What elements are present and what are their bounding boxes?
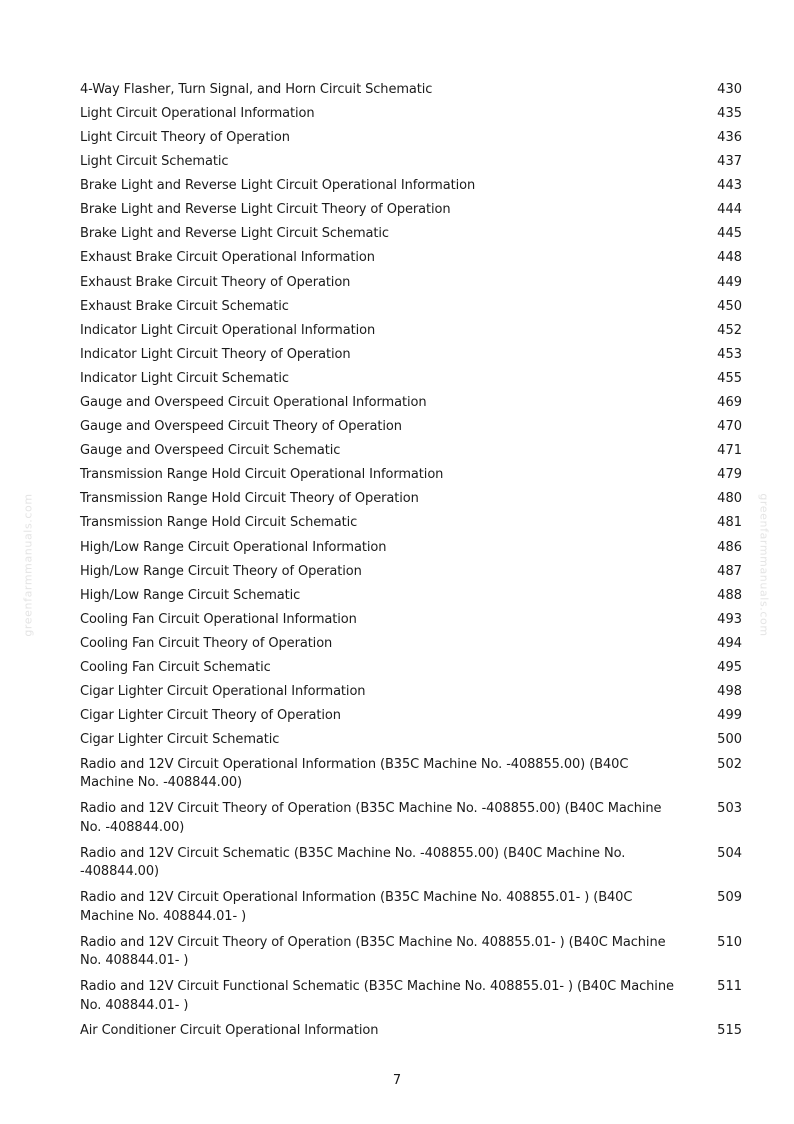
toc-entry-title: Radio and 12V Circuit Theory of Operation (B35C Machine No. -408855.00) (B40C Machine No. -408844.00)	[80, 801, 662, 835]
toc-row[interactable]	[80, 174, 742, 198]
toc-page-number: 487	[717, 563, 742, 579]
toc-entry-title: Indicator Light Circuit Theory of Operation	[80, 346, 351, 362]
toc-row[interactable]	[80, 886, 742, 931]
toc-page-number: 495	[717, 660, 742, 676]
toc-row[interactable]	[80, 319, 742, 343]
toc-page-number: 470	[717, 419, 742, 435]
toc-entry-title: Light Circuit Schematic	[80, 154, 229, 170]
toc-row[interactable]	[80, 126, 742, 150]
toc-entry-title: Radio and 12V Circuit Schematic (B35C Machine No. -408855.00) (B40C Machine No. -408844.00)	[80, 845, 626, 880]
toc-row[interactable]	[80, 842, 742, 887]
toc-page-number: 437	[717, 154, 742, 170]
toc-entry-title: Radio and 12V Circuit Operational Information (B35C Machine No. -408855.00) (B40C Machine No. -408844.00)	[80, 756, 629, 791]
toc-page-number: 449	[717, 274, 742, 290]
toc-entry-title: Cooling Fan Circuit Schematic	[80, 660, 271, 676]
toc-row[interactable]	[80, 753, 742, 798]
toc-entry-title: 4-Way Flasher, Turn Signal, and Horn Circuit Schematic	[80, 81, 433, 97]
toc-page-number: 515	[717, 1023, 742, 1039]
toc-page-number: 502	[717, 756, 742, 772]
toc-entry-title: Transmission Range Hold Circuit Schematic	[80, 515, 358, 531]
toc-entry-title: Indicator Light Circuit Schematic	[80, 370, 289, 386]
toc-row[interactable]	[80, 512, 742, 536]
toc-entry-title: Radio and 12V Circuit Operational Information (B35C Machine No. 408855.01- ) (B40C Machine No. 408844.01- )	[80, 890, 633, 924]
toc-entry-title: High/Low Range Circuit Schematic	[80, 587, 301, 603]
toc-entry-title: Radio and 12V Circuit Theory of Operation (B35C Machine No. 408855.01- ) (B40C Machine No. 408844.01- )	[80, 934, 666, 969]
toc-entry-title: Gauge and Overspeed Circuit Schematic	[80, 443, 341, 459]
toc-entry-title: Light Circuit Theory of Operation	[80, 129, 290, 145]
toc-page-number: 510	[717, 934, 742, 950]
toc-row[interactable]	[80, 150, 742, 174]
toc-row[interactable]	[80, 391, 742, 415]
toc-row[interactable]	[80, 729, 742, 753]
toc-row[interactable]	[80, 704, 742, 728]
toc-page-number: 443	[717, 178, 742, 194]
toc-page-number: 430	[717, 81, 742, 97]
toc-page-number: 479	[717, 467, 742, 483]
toc-row[interactable]	[80, 656, 742, 680]
page-number: 7	[392, 1073, 402, 1088]
toc-page-number: 469	[717, 395, 742, 411]
toc-row[interactable]	[80, 223, 742, 247]
toc-row[interactable]	[80, 536, 742, 560]
toc-page-number: 494	[717, 635, 742, 651]
toc-row[interactable]	[80, 975, 742, 1020]
toc-page-number: 444	[717, 202, 742, 218]
toc-row[interactable]	[80, 198, 742, 222]
toc-entry-title: Indicator Light Circuit Operational Information	[80, 322, 376, 338]
toc-row[interactable]	[80, 102, 742, 126]
toc-page-number: 504	[717, 845, 742, 861]
toc-row[interactable]	[80, 560, 742, 584]
toc-page-number: 436	[717, 129, 742, 145]
toc-row[interactable]	[80, 584, 742, 608]
toc-entry-title: Light Circuit Operational Information	[80, 105, 315, 121]
toc-entry-title: Air Conditioner Circuit Operational Information	[80, 1023, 379, 1039]
toc-page-number: 481	[717, 515, 742, 531]
toc-entry-title: Brake Light and Reverse Light Circuit Theory of Operation	[80, 202, 451, 218]
toc-entry-title: Exhaust Brake Circuit Operational Information	[80, 250, 375, 266]
toc-row[interactable]	[80, 367, 742, 391]
toc-row[interactable]	[80, 78, 742, 102]
toc-row[interactable]	[80, 415, 742, 439]
toc-entry-title: Exhaust Brake Circuit Theory of Operation	[80, 274, 351, 290]
toc-page-number: 498	[717, 684, 742, 700]
toc-entry-title: Cooling Fan Circuit Operational Information	[80, 611, 357, 627]
toc-entry-title: Cigar Lighter Circuit Theory of Operation	[80, 708, 341, 724]
toc-row[interactable]	[80, 1020, 742, 1044]
toc-page-number: 448	[717, 250, 742, 266]
toc-entry-title: Radio and 12V Circuit Functional Schematic (B35C Machine No. 408855.01- ) (B40C Machine No. 408844.01- )	[80, 979, 674, 1013]
toc-page-number: 499	[717, 708, 742, 724]
toc-page-number: 500	[717, 732, 742, 748]
toc-entry-title: Cooling Fan Circuit Theory of Operation	[80, 635, 333, 651]
watermark-left: greenfarmmanuals.com	[21, 493, 35, 637]
toc-entry-title: High/Low Range Circuit Theory of Operation	[80, 563, 362, 579]
toc-row[interactable]	[80, 632, 742, 656]
toc-entry-title: Brake Light and Reverse Light Circuit Operational Information	[80, 178, 476, 194]
table-of-contents	[80, 78, 742, 1044]
toc-entry-title: Gauge and Overspeed Circuit Theory of Operation	[80, 419, 402, 435]
toc-entry-title: Transmission Range Hold Circuit Operational Information	[80, 467, 444, 483]
toc-page-number: 503	[717, 801, 742, 817]
toc-page-number: 471	[717, 443, 742, 459]
toc-row[interactable]	[80, 488, 742, 512]
toc-entry-title: Cigar Lighter Circuit Schematic	[80, 732, 280, 748]
toc-entry-title: Brake Light and Reverse Light Circuit Schematic	[80, 226, 389, 242]
toc-page-number: 435	[717, 105, 742, 121]
toc-row[interactable]	[80, 295, 742, 319]
toc-page-number: 450	[717, 298, 742, 314]
toc-page-number: 452	[717, 322, 742, 338]
toc-page-number: 511	[717, 979, 742, 995]
toc-page-number: 493	[717, 611, 742, 627]
toc-row[interactable]	[80, 271, 742, 295]
toc-entry-title: Exhaust Brake Circuit Schematic	[80, 298, 289, 314]
toc-page-number: 486	[717, 539, 742, 555]
toc-entry-title: Gauge and Overspeed Circuit Operational Information	[80, 395, 427, 411]
toc-entry-title: High/Low Range Circuit Operational Information	[80, 539, 387, 555]
toc-row[interactable]	[80, 931, 742, 976]
toc-page-number: 445	[717, 226, 742, 242]
toc-entry-title: Cigar Lighter Circuit Operational Information	[80, 684, 366, 700]
toc-row[interactable]	[80, 608, 742, 632]
toc-entry-title: Transmission Range Hold Circuit Theory of Operation	[80, 491, 419, 507]
toc-row[interactable]	[80, 247, 742, 271]
watermark-right: greenfarmmanuals.com	[757, 493, 771, 637]
toc-row[interactable]	[80, 439, 742, 463]
toc-row[interactable]	[80, 797, 742, 842]
toc-row[interactable]	[80, 464, 742, 488]
toc-row[interactable]	[80, 343, 742, 367]
toc-page-number: 509	[717, 890, 742, 906]
toc-page-number: 453	[717, 346, 742, 362]
toc-page-number: 455	[717, 370, 742, 386]
toc-page-number: 488	[717, 587, 742, 603]
toc-row[interactable]	[80, 680, 742, 704]
toc-page-number: 480	[717, 491, 742, 507]
